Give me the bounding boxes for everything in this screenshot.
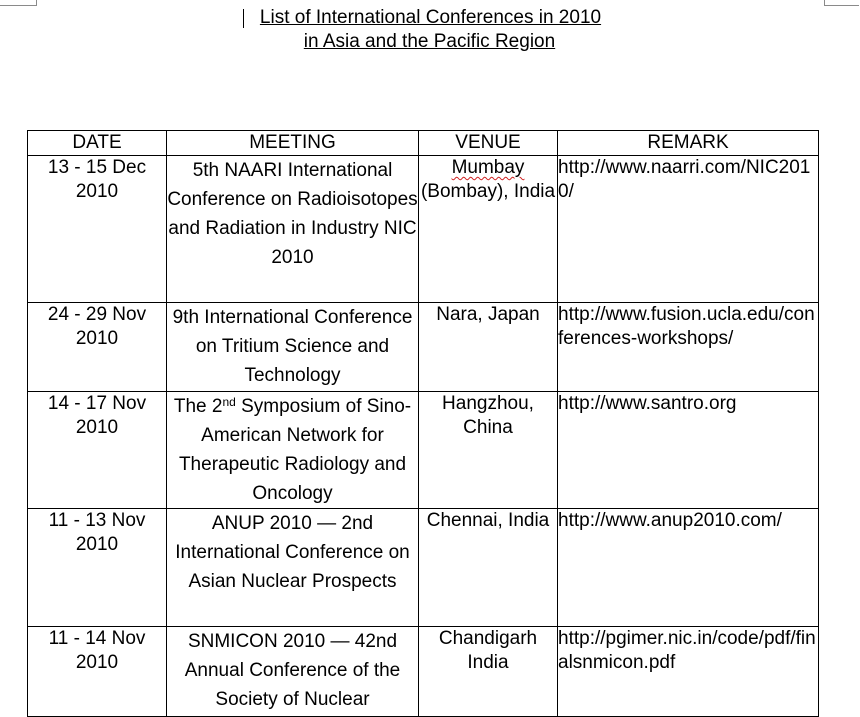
- venue-city-misspelled: Mumbay: [451, 157, 525, 178]
- cell-meeting: 5th NAARI International Conference on Radioisotopes and Radiation in Industry NIC 2010: [167, 156, 419, 303]
- cell-remark-url[interactable]: http://www.anup2010.com/: [558, 509, 819, 627]
- cell-venue: Chennai, India: [419, 509, 558, 627]
- cell-remark-url[interactable]: http://www.fusion.ucla.edu/conferences-workshops/: [558, 303, 819, 392]
- header-venue: VENUE: [419, 131, 558, 156]
- cell-date: 24 - 29 Nov 2010: [28, 303, 167, 392]
- cell-date: 11 - 13 Nov 2010: [28, 509, 167, 627]
- cell-remark-url[interactable]: http://pgimer.nic.in/code/pdf/finalsnmicon.pdf: [558, 627, 819, 717]
- cell-date: 11 - 14 Nov 2010: [28, 627, 167, 717]
- conference-table: [27, 130, 819, 717]
- cell-date: 13 - 15 Dec 2010: [28, 156, 167, 303]
- venue-rest: (Bombay), India: [420, 181, 556, 202]
- cell-venue: Chandigarh India: [419, 627, 558, 717]
- table-header-row: [28, 131, 819, 156]
- meeting-ordinal-superscript: nd: [222, 395, 236, 409]
- table-row: [28, 627, 819, 717]
- page-title-line-1[interactable]: List of International Conferences in 2010: [259, 7, 602, 28]
- cell-remark-url[interactable]: http://www.santro.org: [558, 392, 819, 509]
- cell-venue: Nara, Japan: [419, 303, 558, 392]
- cell-meeting: ANUP 2010 — 2nd International Conference on Asian Nuclear Prospects: [167, 509, 419, 627]
- table-row: [28, 392, 819, 509]
- table-row: [28, 509, 819, 627]
- page-title-line-2[interactable]: in Asia and the Pacific Region: [303, 31, 556, 52]
- header-remark: REMARK: [558, 131, 819, 156]
- header-meeting: MEETING: [167, 131, 419, 156]
- cell-date: 14 - 17 Nov 2010: [28, 392, 167, 509]
- table-row: [28, 303, 819, 392]
- cell-remark-url[interactable]: http://www.naarri.com/NIC2010/: [558, 156, 819, 303]
- cell-venue: Hangzhou, China: [419, 392, 558, 509]
- cell-meeting: 9th International Conference on Tritium Science and Technology: [167, 303, 419, 392]
- table-row: [28, 156, 819, 303]
- meeting-text-post: Symposium of Sino-American Network for Therapeutic Radiology and Oncology: [178, 396, 412, 504]
- meeting-text-pre: The 2: [173, 396, 223, 417]
- cell-meeting: SNMICON 2010 — 42nd Annual Conference of the Society of Nuclear: [167, 627, 419, 717]
- cell-venue: [419, 156, 558, 303]
- header-date: DATE: [28, 131, 167, 156]
- cell-meeting: [167, 392, 419, 509]
